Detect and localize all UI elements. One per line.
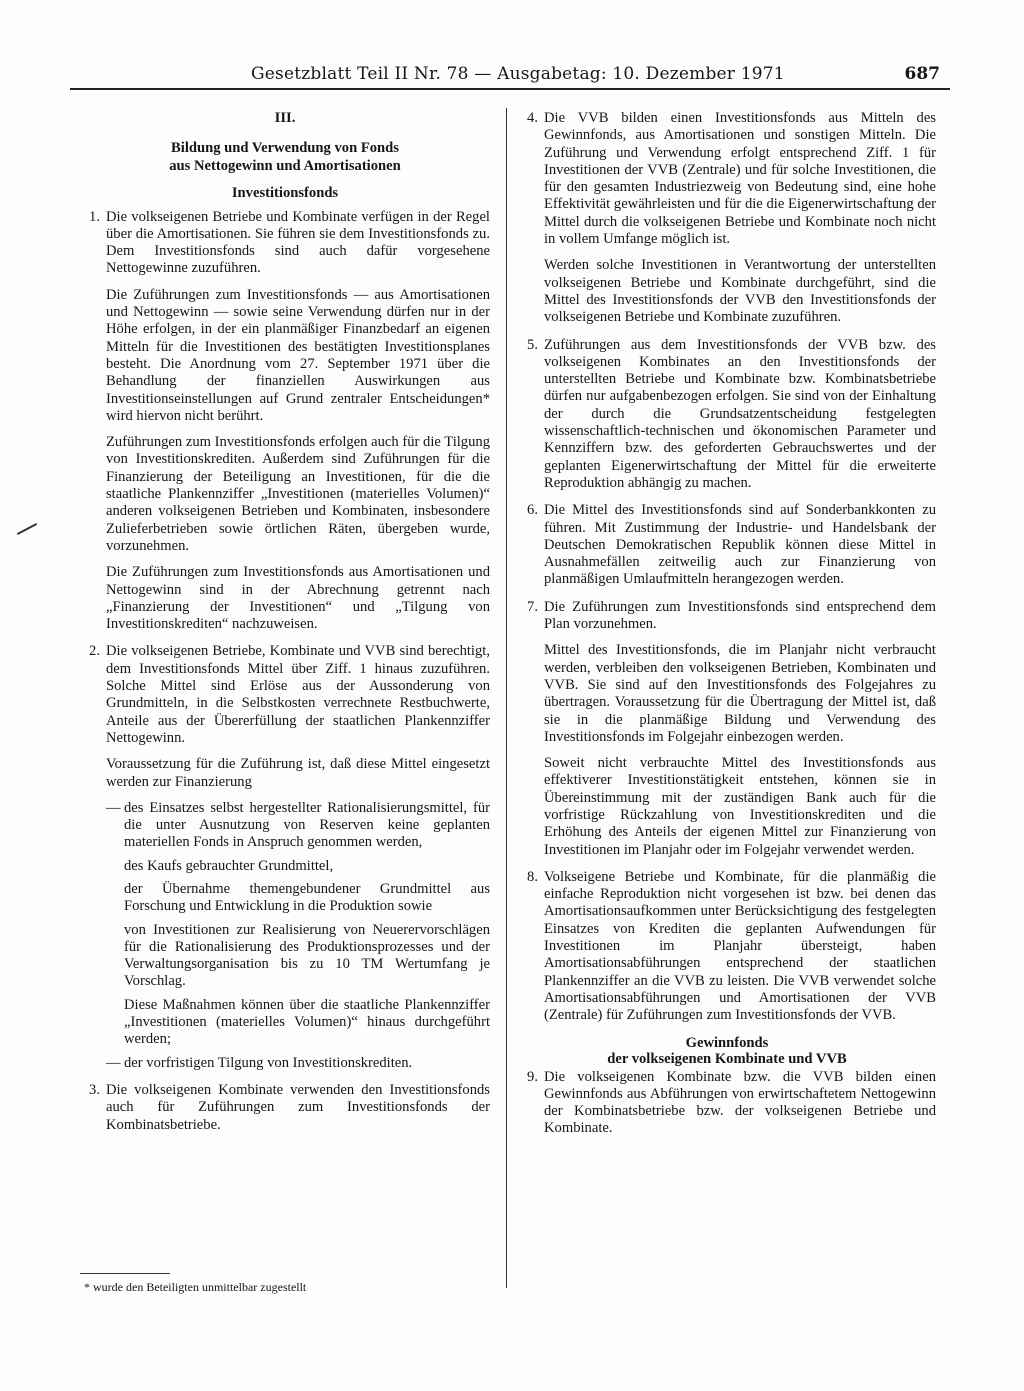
item-number: 3. [89, 1081, 100, 1098]
paragraph-item-4 [518, 110, 936, 327]
paragraph-item-7 [518, 599, 936, 859]
footnote: * wurde den Beteiligten unmittelbar zugestellt [84, 1280, 307, 1294]
header-rule [70, 88, 950, 90]
item-text: Mittel des Investitionsfonds, die im Planjahr nicht verbraucht werden, verbleiben den volkseigenen Betrieben, Kombinaten und VVB. Sie sind auf den Investitionsfonds des Folgejahres zu übertragen. Voraussetzung für die Übertragung der Mittel ist, daß sie in die planmäßige Bildung und Verwendung des Investitionsfonds im Folgejahr einbezogen werden. [544, 642, 936, 745]
footnote-rule [80, 1273, 170, 1274]
section-title-line-2: aus Nettogewinn und Amortisationen [169, 158, 401, 175]
page-header [70, 52, 950, 98]
item-number: 6. [527, 502, 538, 519]
gewinnfonds-heading-line-2: der volkseigenen Kombinate und VVB [607, 1050, 847, 1067]
dash-text: von Investitionen zur Realisierung von Neuerervorschlägen für die Rationalisierung des Produktionsprozesses und der Verwaltungsorganisation bis zu 10 TM Wertumfang je Vorschlag. [124, 921, 490, 990]
dash-text: des Kaufs gebrauchter Grundmittel, [124, 857, 334, 874]
gewinnfonds-heading [518, 1035, 936, 1067]
dash-marker: — [106, 799, 121, 816]
item-text: Die VVB bilden einen Investitionsfonds aus Mitteln des Gewinnfonds, aus Amortisationen und sonstigen Mitteln. Die Zuführung und Verwendung erfolgt entsprechend Ziff. 1 für Investitionen der VVB (Zentrale) und für solche Investitionen, die für den gesamten Industriezweig von Bedeutung sind, eine hohe Effektivität gewährleisten und für die die Eigenerwirtschaftung der Mittel durch die volkseigenen Betriebe und Kombinate noch nicht in vollem Umfange möglich ist. [544, 110, 936, 248]
dash-list-item [106, 800, 490, 1049]
dash-marker: — [106, 1054, 121, 1071]
dash-list-item [106, 1055, 490, 1072]
item-number: 5. [527, 336, 538, 353]
gewinnfonds-heading-line-1: Gewinnfonds [685, 1034, 769, 1051]
item-number: 2. [89, 643, 100, 660]
paragraph-item-2 [80, 643, 490, 1072]
paragraph-item-5 [518, 337, 936, 493]
item-text: Voraussetzung für die Zuführung ist, daß diese Mittel eingesetzt werden zur Finanzierung [106, 756, 490, 790]
item-text: Die volkseigenen Kombinate bzw. die VVB bilden einen Gewinnfonds aus Abführungen von erwirtschaftetem Nettogewinn der Kombinatsbetriebe bzw. der volkseigenen Betriebe und Kombinate. [544, 1068, 936, 1137]
dash-text: der vorfristigen Tilgung von Investitionskrediten. [124, 1054, 413, 1071]
section-title-line-1: Bildung und Verwendung von Fonds [171, 140, 399, 157]
item-text: Die volkseigenen Betriebe und Kombinate verfügen in der Regel über die Amortisationen. Sie führen sie dem Investitionsfonds zu. Dem Investitionsfonds sind auch dafür vorgesehene Nettogewinne zuzuführen. [106, 208, 490, 277]
item-number: 8. [527, 868, 538, 885]
paragraph-item-1 [80, 209, 490, 634]
item-text: Die Zuführungen zum Investitionsfonds sind entsprechend dem Plan vorzunehmen. [544, 598, 936, 633]
column-divider [506, 108, 507, 1288]
item-number: 1. [89, 208, 100, 225]
section-title [80, 139, 490, 175]
item-text: Die volkseigenen Kombinate verwenden den Investitionsfonds auch für Zuführungen zum Investitionsfonds der Kombinatsbetriebe. [106, 1081, 490, 1133]
item-text: Zuführungen zum Investitionsfonds erfolgen auch für die Tilgung von Investitionskrediten. Außerdem sind Zuführungen für die Finanzierung der Beteiligung an Investitionen, für die die staatliche Plankennziffer „Investitionen (materielles Volumen)“ anderen volkseigenen Betrieben und Kombinaten, insbesondere Zulieferbetrieben sowie örtlichen Räten, übergeben wurde, vorzunehmen. [106, 434, 490, 554]
item-number: 7. [527, 598, 538, 615]
paragraph-item-8 [518, 869, 936, 1025]
margin-pencil-mark [17, 523, 37, 535]
page-number: 687 [904, 64, 940, 84]
header-title: Gesetzblatt Teil II Nr. 78 — Ausgabetag: 10. Dezember 1971 [251, 64, 785, 84]
item-number: 4. [527, 110, 538, 126]
item-text: Die Zuführungen zum Investitionsfonds aus Amortisationen und Nettogewinn sind in der Abrechnung getrennt nach „Finanzierung der Investitionen“ und „Tilgung von Investitionskrediten“ nachzuweisen. [106, 564, 490, 633]
dash-text: der Übernahme themengebundener Grundmittel aus Forschung und Entwicklung in die Produktion sowie [124, 880, 490, 915]
item-text: Die volkseigenen Betriebe, Kombinate und VVB sind berechtigt, dem Investitionsfonds Mittel über Ziff. 1 hinaus zuzuführen. Solche Mittel sind Erlöse aus der Aussonderung von Grundmitteln, in die Selbstkosten verrechnete Restbuchwerte, Anteile aus der Übererfüllung der staatlichen Plankennziffer Nettogewinn. [106, 643, 490, 746]
item-text: Werden solche Investitionen in Verantwortung der unterstellten volkseigenen Betriebe und Kombinate durchgeführt, sind die Mittel des Investitionsfonds der VVB den Investitionsfonds der volkseigenen Betriebe und Kombinate zuzuführen. [544, 257, 936, 326]
paragraph-item-3 [80, 1082, 490, 1134]
right-column [518, 110, 936, 1148]
item-text: Die Mittel des Investitionsfonds sind auf Sonderbankkonten zu führen. Mit Zustimmung der Industrie- und Handelsbank der Deutschen Demokratischen Republik können diese Mittel in Ausnahmefällen zeitweilig auch zur Finanzierung von planmäßigen Umlaufmitteln herangezogen werden. [544, 502, 936, 588]
item-text: Volkseigene Betriebe und Kombinate, für die planmäßig die einfache Reproduktion nicht vorgesehen ist bzw. bei denen das Amortisationsaufkommen unter Berücksichtigung des festgelegten Einsatzes von Krediten die geplanten Aufwendungen für Investitionen im Planjahr übersteigt, haben Amortisationsabführungen entsprechend der staatlichen Plankennziffer an die VVB zu leisten. Die VVB verwendet solche Amortisationsabführungen und Amortisationen der VVB (Zentrale) für Zuführungen zum Investitionsfonds der VVB. [544, 868, 936, 1024]
subsection-title: Investitionsfonds [231, 185, 339, 202]
left-column [80, 110, 490, 1144]
section-number: III. [274, 110, 296, 126]
item-text: Soweit nicht verbrauchte Mittel des Investitionsfonds aus effektiverer Investitionstätigkeit entstehen, können sie in Übereinstimmung mit der zuständigen Bank auch für die vorfristige Rückzahlung von Investitionskrediten und die Erhöhung des Anteils der eigenen Mittel zur Finanzierung von Investitionen im Planjahr oder im Folgejahr verwendet werden. [544, 755, 936, 858]
item-number: 9. [527, 1068, 538, 1085]
paragraph-item-9 [518, 1069, 936, 1138]
paragraph-item-6 [518, 502, 936, 588]
dash-text: des Einsatzes selbst hergestellter Rationalisierungsmittel, für die unter Ausnutzung von Reserven keine geplanten materiellen Fonds in Anspruch genommen werden, [124, 799, 490, 851]
dash-text: Diese Maßnahmen können über die staatliche Plankennziffer „Investitionen (materielles Volumen)“ hinaus durchgeführt werden; [124, 996, 490, 1048]
item-text: Die Zuführungen zum Investitionsfonds — aus Amortisationen und Nettogewinn — sowie seine Verwendung dürfen nur in der Höhe erfolgen, in der ein planmäßiger Finanzbedarf an eigenen Mitteln für die Investitionen des bestätigten Investitionsplanes besteht. Die Anordnung vom 27. September 1971 über die Behandlung der finanziellen Auswirkungen aus Investitionseinstellungen auf Grund zentraler Entscheidungen* wird hiervon nicht berührt. [106, 286, 490, 424]
item-text: Zuführungen aus dem Investitionsfonds der VVB bzw. des volkseigenen Kombinates an den Investitionsfonds der unterstellten Betriebe und Kombinate bzw. Kombinatsbetriebe dürfen nur aufgabenbezogen erfolgen. Sie sind von der Einhaltung der durch die Grundsatzentscheidung festgelegten wissenschaftlich-technischen und ökonomischen Parameter und Kennziffern bzw. des geforderten Gebrauchswertes und der geplanten Eigenerwirtschaftung der Mittel für die erweiterte Reproduktion abhängig zu machen. [544, 336, 936, 491]
